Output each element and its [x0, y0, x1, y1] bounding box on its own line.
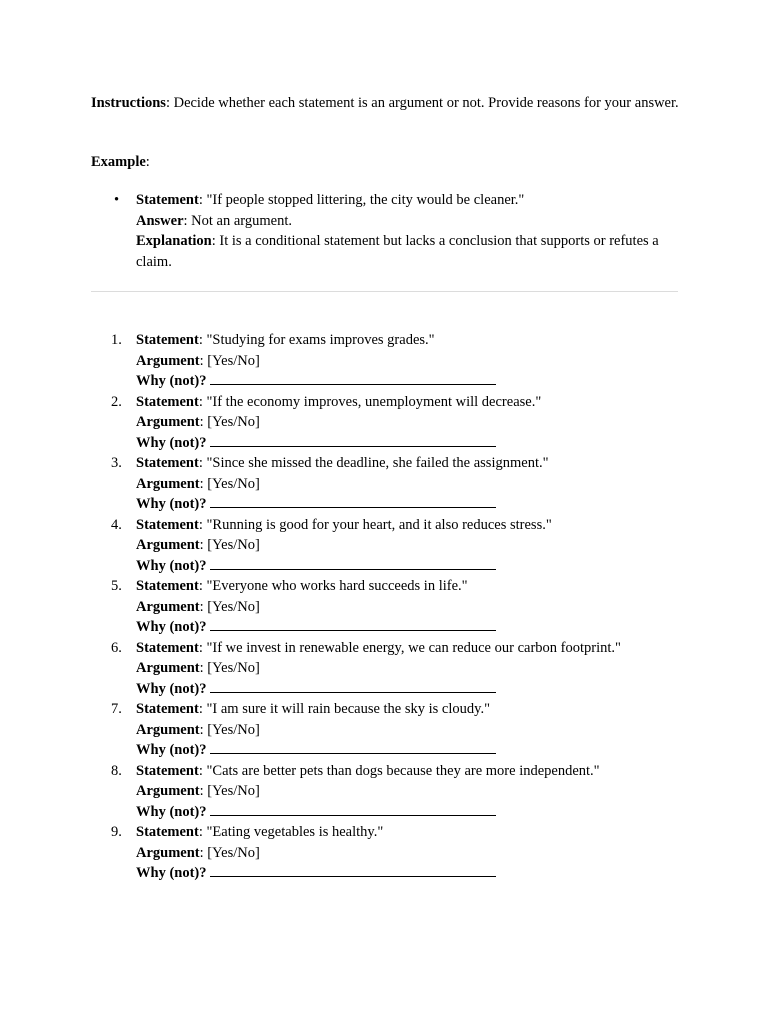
argument-value[interactable]: : [Yes/No] [199, 660, 260, 676]
statement-label: Statement [136, 824, 199, 840]
statement-label: Statement [136, 332, 199, 348]
argument-value[interactable]: : [Yes/No] [199, 537, 260, 553]
why-label: Why (not)? [136, 434, 207, 451]
exercise-statement [136, 822, 668, 843]
exercise-statement [136, 453, 668, 474]
argument-value[interactable]: : [Yes/No] [199, 844, 260, 861]
statement-label: Statement [136, 516, 199, 533]
why-label: Why (not)? [136, 865, 207, 881]
answer-blank-line[interactable] [210, 494, 496, 508]
answer-blank-line[interactable] [210, 617, 496, 631]
answer-blank-line[interactable] [210, 863, 496, 877]
example-statement-text: : "If people stopped littering, the city would be cleaner." [198, 192, 525, 208]
exercise-item [108, 638, 668, 700]
example-answer-text: : Not an argument. [183, 212, 292, 229]
argument-label: Argument [136, 414, 200, 430]
exercise-item [108, 576, 668, 638]
argument-label: Argument [136, 598, 200, 615]
statement-text: : "If the economy improves, unemployment will decrease." [198, 393, 542, 410]
instructions-label: Instructions [91, 95, 166, 111]
exercise-statement [136, 392, 668, 413]
why-label: Why (not)? [136, 373, 207, 389]
exercise-number: 1. [111, 332, 122, 348]
exercise-why [136, 802, 668, 823]
exercise-why [136, 863, 668, 884]
exercise-why [136, 679, 668, 700]
example-statement-label: Statement [136, 192, 199, 208]
example-explanation-text: : It is a conditional statement but lacks a conclusion that supports or refutes a claim. [136, 233, 659, 270]
statement-label: Statement [136, 701, 199, 717]
statement-text: : "Eating vegetables is healthy." [198, 824, 384, 840]
answer-blank-line[interactable] [210, 802, 496, 816]
exercise-item [108, 392, 668, 454]
why-label: Why (not)? [136, 803, 207, 820]
exercise-item [108, 699, 668, 761]
exercise-statement [136, 699, 668, 720]
exercise-statement [136, 576, 668, 597]
argument-value[interactable]: : [Yes/No] [199, 721, 260, 738]
argument-value[interactable]: : [Yes/No] [199, 352, 260, 369]
exercise-list [108, 330, 668, 884]
answer-blank-line[interactable] [210, 679, 496, 693]
why-label: Why (not)? [136, 680, 207, 697]
example-explanation [136, 231, 681, 272]
argument-value[interactable]: : [Yes/No] [199, 414, 260, 430]
exercise-statement [136, 761, 668, 782]
statement-label: Statement [136, 762, 199, 779]
exercise-statement [136, 638, 668, 659]
exercise-number: 8. [111, 762, 122, 779]
example-label: Example [91, 154, 146, 170]
instructions [91, 93, 681, 114]
exercise-why [136, 556, 668, 577]
exercise-why [136, 617, 668, 638]
argument-label: Argument [136, 537, 200, 553]
statement-label: Statement [136, 639, 199, 656]
exercise-number: 9. [111, 824, 122, 840]
why-label: Why (not)? [136, 496, 207, 512]
argument-label: Argument [136, 660, 200, 676]
exercise-argument [136, 658, 668, 679]
exercise-item [108, 453, 668, 515]
argument-label: Argument [136, 783, 200, 799]
exercise-item [108, 330, 668, 392]
exercise-number: 4. [111, 516, 122, 533]
exercise-argument [136, 351, 668, 372]
exercise-number: 5. [111, 578, 122, 594]
exercise-number: 3. [111, 455, 122, 471]
exercise-statement [136, 515, 668, 536]
argument-label: Argument [136, 352, 200, 369]
argument-label: Argument [136, 475, 200, 492]
answer-blank-line[interactable] [210, 740, 496, 754]
why-label: Why (not)? [136, 557, 207, 574]
statement-text: : "Running is good for your heart, and it also reduces stress." [198, 516, 552, 533]
example-heading [91, 152, 150, 173]
why-label: Why (not)? [136, 742, 207, 758]
exercise-why [136, 433, 668, 454]
exercise-argument [136, 720, 668, 741]
argument-label: Argument [136, 844, 200, 861]
instructions-text: : Decide whether each statement is an argument or not. Provide reasons for your answer. [165, 95, 679, 111]
statement-text: : "Studying for exams improves grades." [198, 332, 435, 348]
example-colon: : [145, 154, 150, 170]
exercise-number: 7. [111, 701, 122, 717]
exercise-number: 6. [111, 639, 122, 656]
statement-text: : "If we invest in renewable energy, we can reduce our carbon footprint." [198, 639, 621, 656]
exercise-argument [136, 781, 668, 802]
exercise-why [136, 740, 668, 761]
exercise-item [108, 822, 668, 884]
example-item [114, 190, 681, 272]
statement-label: Statement [136, 578, 199, 594]
exercise-number: 2. [111, 393, 122, 410]
exercise-argument [136, 597, 668, 618]
exercise-why [136, 371, 668, 392]
example-answer [136, 211, 681, 232]
exercise-item [108, 761, 668, 823]
statement-text: : "Cats are better pets than dogs because they are more independent." [198, 762, 600, 779]
statement-label: Statement [136, 455, 199, 471]
statement-text: : "Everyone who works hard succeeds in life." [198, 578, 468, 594]
argument-value[interactable]: : [Yes/No] [199, 783, 260, 799]
argument-label: Argument [136, 721, 200, 738]
why-label: Why (not)? [136, 619, 207, 635]
exercise-argument [136, 474, 668, 495]
statement-text: : "Since she missed the deadline, she failed the assignment." [198, 455, 549, 471]
example-explanation-label: Explanation [136, 233, 212, 249]
example-statement [136, 190, 681, 211]
exercise-argument [136, 412, 668, 433]
answer-blank-line[interactable] [210, 371, 496, 385]
example-answer-label: Answer [136, 212, 184, 229]
answer-blank-line[interactable] [210, 556, 496, 570]
answer-blank-line[interactable] [210, 433, 496, 447]
exercise-item [108, 515, 668, 577]
example-list [114, 190, 681, 272]
exercise-argument [136, 535, 668, 556]
bullet-icon: • [114, 192, 120, 208]
argument-value[interactable]: : [Yes/No] [199, 598, 260, 615]
statement-text: : "I am sure it will rain because the sky is cloudy." [198, 701, 490, 717]
exercise-why [136, 494, 668, 515]
argument-value[interactable]: : [Yes/No] [199, 475, 260, 492]
statement-label: Statement [136, 393, 199, 410]
exercise-statement [136, 330, 668, 351]
exercise-argument [136, 843, 668, 864]
section-divider [91, 291, 678, 292]
